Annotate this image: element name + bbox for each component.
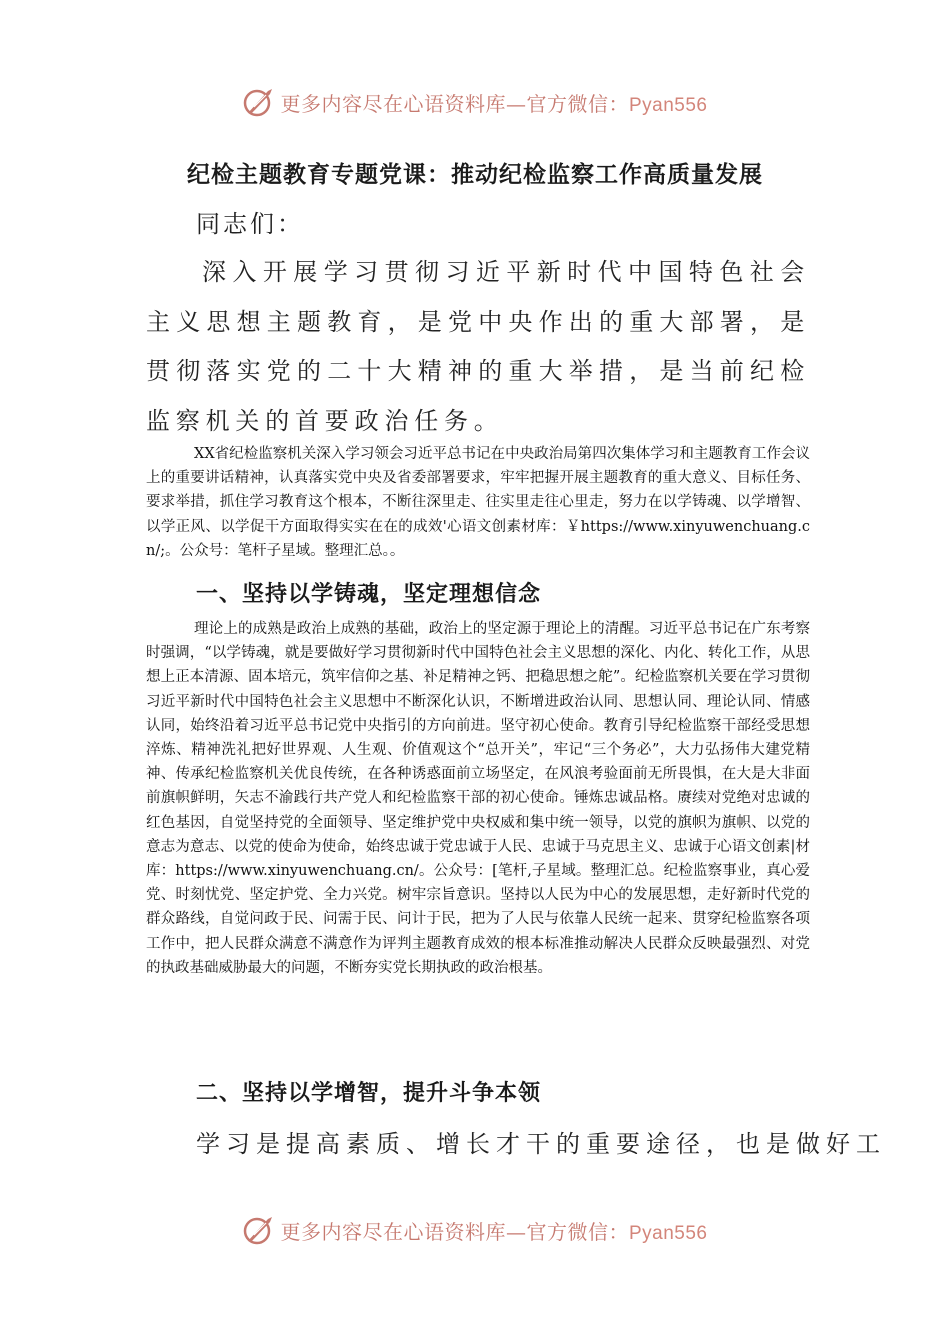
wechat-id: Pyan556	[628, 94, 708, 116]
banner-text: 更多内容尽在心语资料库—官方微信：Pyan556	[280, 1219, 708, 1244]
document-title: 纪检主题教育专题党课：推动纪检监察工作高质量发展	[187, 161, 763, 188]
section-2-paragraph: 学习是提高素质、增长才干的重要途径，也是做好工	[196, 1130, 886, 1158]
section-1-paragraph: 理论上的成熟是政治上成熟的基础，政治上的坚定源于理论上的清醒。习近平总书记在广东考察时强调，“以学铸魂，就是要做好学习贯彻新时代中国特色社会主义思想的深化、内化、转化工作，从思想上正本清源、固本培元，筑牢信仰之基、补足精神之钙、把稳思想之舵”。纪检监察机关要在学习贯彻习近平新时代中国特色社会主义思想中不断深化认识，不断增进政治认同、思想认同、理论认同、情感认同，始终沿着习近平总书记党中央指引的方向前进。坚守初心使命。教育引导纪检监察干部经受思想淬炼、精神洗礼把好世界观、人生观、价值观这个“总开关”，牢记“三个务必”，大力弘扬伟大建党精神、传承纪检监察机关优良传统，在各种诱惑面前立场坚定，在风浪考验面前无所畏惧，在大是大非面前旗帜鲜明，矢志不渝践行共产党人和纪检监察干部的初心使命。锤炼忠诚品格。赓续对党绝对忠诚的红色基因，自觉坚持党的全面领导、坚定维护党中央权威和集中统一领导，以党的旗帜为旗帜、以党的意志为意志、以党的使命为使命，始终忠诚于党忠诚于人民、忠诚于马克思主义、忠诚于心语文创素|材库：https://www.xinyuwenchuang.cn/。公众号：[笔杆,子星域。整理汇总。纪检监察事业，真心爱党、时刻忧党、坚定护党、全力兴党。树牢宗旨意识。坚持以人民为中心的发展思想，走好新时代党的群众路线，自觉问政于民、问需于民、问计于民，把为了人民与依靠人民统一起来、贯穿纪检监察各项工作中，把人民群众满意不满意作为评判主题教育成效的根本标准推动解决人民群众反映最强烈、对党的执政基础威胁最大的问题，不断夯实党长期执政的政治根基。	[146, 621, 810, 976]
quill-logo-icon	[242, 85, 276, 119]
section-heading-2: 二、坚持以学增智，提升斗争本领	[196, 1081, 542, 1106]
wechat-id: Pyan556	[628, 1222, 708, 1244]
banner-text: 更多内容尽在心语资料库—官方微信：Pyan556	[280, 91, 708, 116]
salutation: 同志们：	[196, 210, 304, 238]
intro-paragraph: XX省纪检监察机关深入学习领会习近平总书记在中央政治局第四次集体学习和主题教育工作会议上的重要讲话精神，认真落实党中央及省委部署要求，牢牢把握开展主题教育的重大意义、目标任务、要求举措，抓住学习教育这个根本，不断往深里走、往实里走往心里走，努力在以学铸魂、以学增智、以学正风、以学促干方面取得实实在在的成效'心语文创素材库：￥https://www.xinyuwenchuang.cn/;。公众号：笔杆子星域。整理汇总。。	[146, 446, 810, 559]
footer-banner	[0, 1210, 950, 1250]
section-heading-1: 一、坚持以学铸魂，坚定理想信念	[196, 582, 542, 607]
header-banner	[0, 82, 950, 122]
quill-logo-icon	[242, 1213, 276, 1247]
lead-paragraph: 深入开展学习贯彻习近平新时代中国特色社会主义思想主题教育，是党中央作出的重大部署，是贯彻落实党的二十大精神的重大举措，是当前纪检监察机关的首要政治任务。	[146, 258, 810, 435]
